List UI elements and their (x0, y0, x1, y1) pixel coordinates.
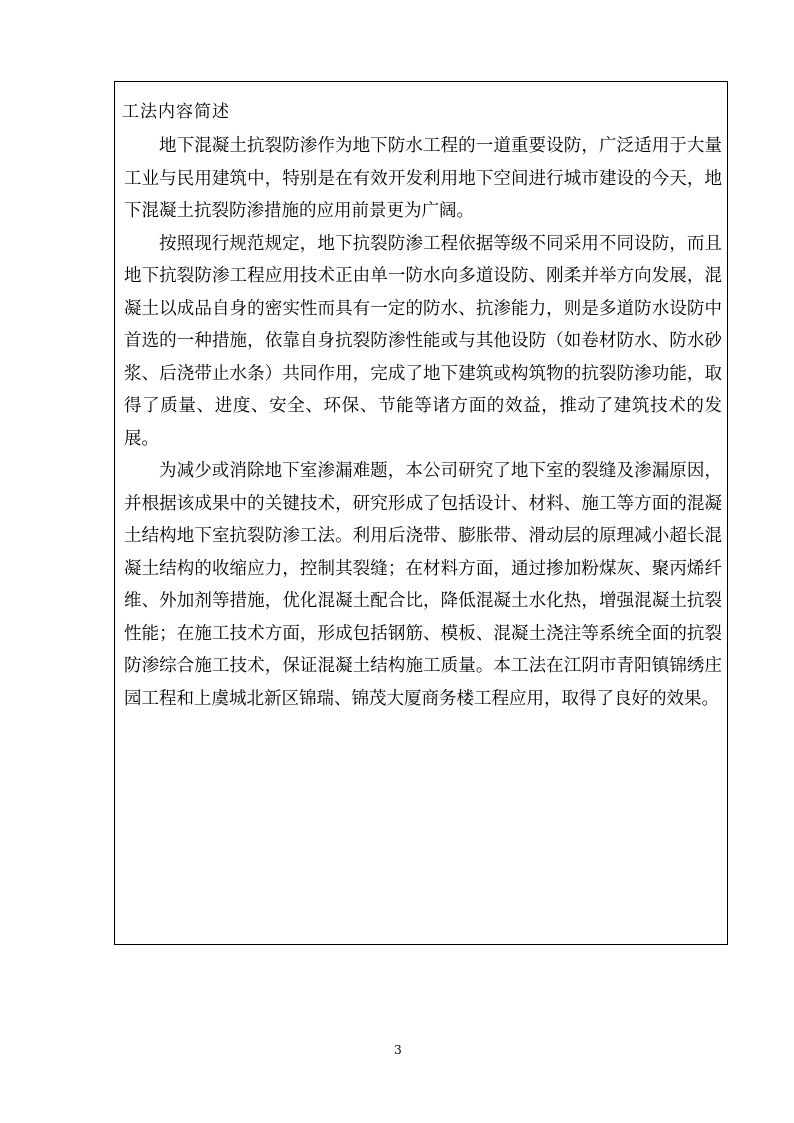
section-title: 工法内容简述 (122, 102, 230, 122)
paragraph-2: 按照现行规范规定，地下抗裂防渗工程依据等级不同采用不同设防，而且地下抗裂防渗工程应用技术正由单一防水向多道设防、刚柔并举方向发展，混凝土以成品自身的密实性而具有一定的防水、抗渗能力，则是多道防水设防中首选的一种措施，依靠自身抗裂防渗性能或与其他设防（如卷材防水、防水砂浆、后浇带止水条）共同作用，完成了地下建筑或构筑物的抗裂防渗功能，取得了质量、进度、安全、环保、节能等诸方面的效益，推动了建筑技术的发展。 (124, 233, 722, 449)
paragraph-3: 为减少或消除地下室渗漏难题，本公司研究了地下室的裂缝及渗漏原因，并根据该成果中的关键技术，研究形成了包括设计、材料、施工等方面的混凝土结构地下室抗裂防渗工法。利用后浇带、膨胀带、滑动层的原理减小超长混凝土结构的收缩应力，控制其裂缝；在材料方面，通过掺加粉煤灰、聚丙烯纤维、外加剂等措施，优化混凝土配合比，降低混凝土水化热，增强混凝土抗裂性能；在施工技术方面，形成包括钢筋、模板、混凝土浇注等系统全面的抗裂防渗综合施工技术，保证混凝土结构施工质量。本工法在江阴市青阳镇锦绣庄园工程和上虞城北新区锦瑞、锦茂大厦商务楼工程应用，取得了良好的效果。 (124, 461, 722, 709)
summary-body (124, 130, 722, 715)
page-number: 3 (394, 1043, 402, 1057)
paragraph-1: 地下混凝土抗裂防渗作为地下防水工程的一道重要设防，广泛适用于大量工业与民用建筑中，特别是在有效开发利用地下空间进行城市建设的今天，地下混凝土抗裂防渗措施的应用前景更为广阔。 (124, 136, 722, 221)
content-summary-box (114, 81, 728, 945)
